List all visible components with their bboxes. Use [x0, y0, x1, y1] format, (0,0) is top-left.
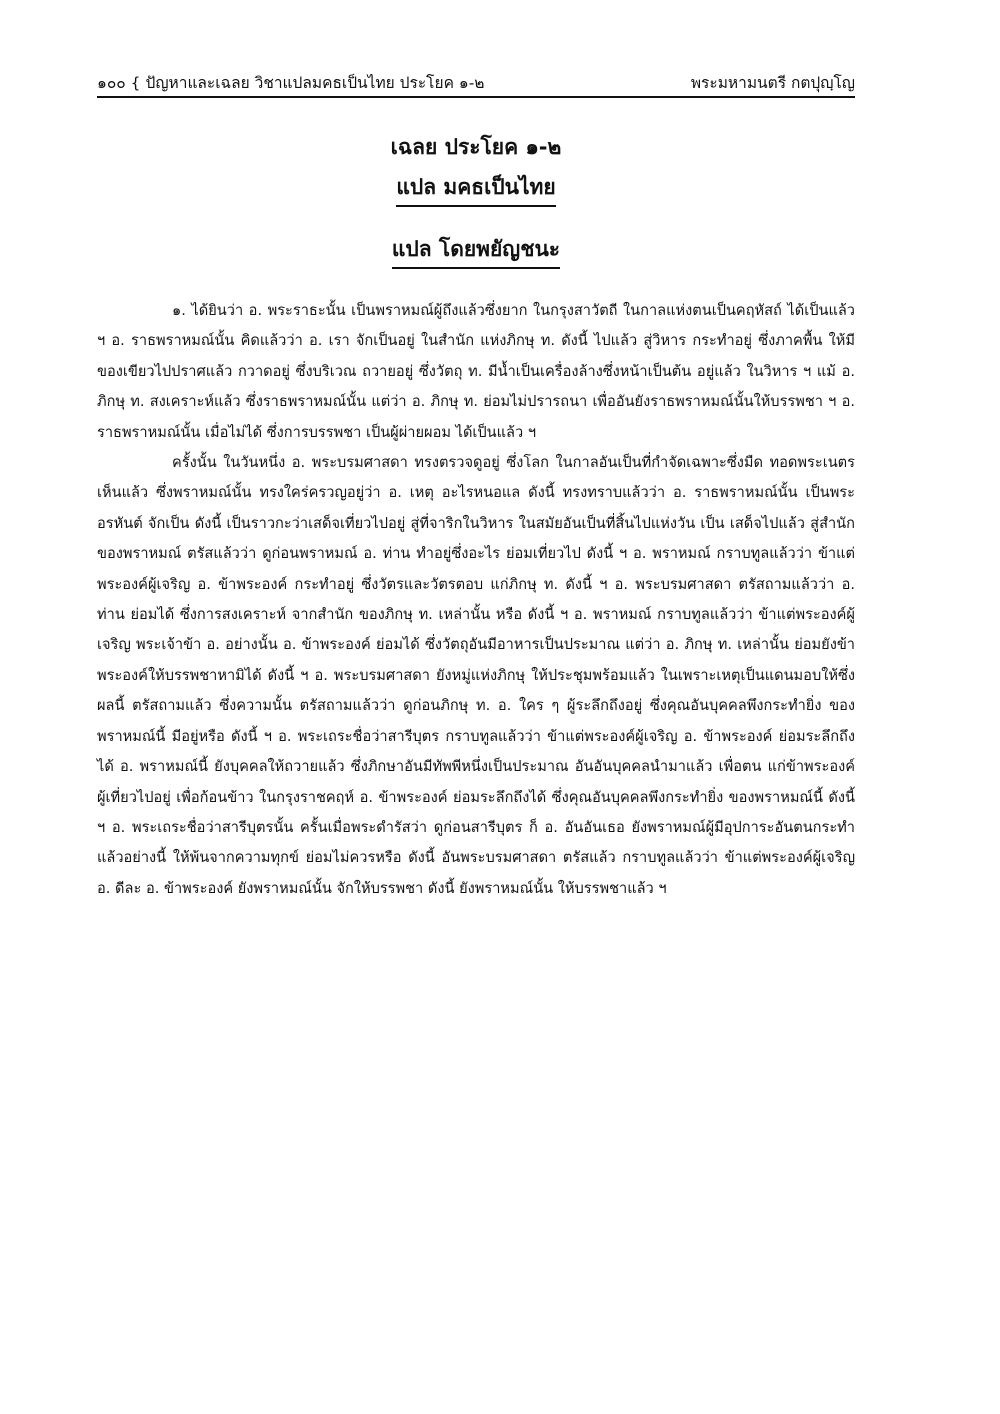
running-header [97, 66, 855, 98]
subject-heading [97, 172, 855, 207]
paragraph-1: ๑. ได้ยินว่า อ. พระราธะนั้น เป็นพราหมณ์ผู้ถึงแล้วซึ่งยาก ในกรุงสาวัตถี ในกาลแห่งตนเป็นคฤหัสถ์ ได้เป็นแล้ว ฯ อ. ราธพราหมณ์นั้น คิดแล้วว่า อ. เรา จักเป็นอยู่ ในสำนัก แห่งภิกษุ ท. ดังนี้ ไปแล้ว สู่วิหาร กระทำอยู่ ซึ่งภาคพื้น ให้มีของเขียวไปปราศแล้ว กวาดอยู่ ซึ่งบริเวณ ถวายอยู่ ซึ่งวัตถุ ท. มีน้ำเป็นเครื่องล้างซึ่งหน้าเป็นต้น อยู่แล้ว ในวิหาร ฯ แม้ อ. ภิกษุ ท. สงเคราะห์แล้ว ซึ่งราธพราหมณ์นั้น แต่ว่า อ. ภิกษุ ท. ย่อมไม่ปรารถนา เพื่ออันยังราธพราหมณ์นั้นให้บรรพชา ฯ อ. ราธพราหมณ์นั้น เมื่อไม่ได้ ซึ่งการบรรพชา เป็นผู้ผ่ายผอม ได้เป็นแล้ว ฯ [97, 302, 855, 441]
header-author: พระมหามนตรี กตปุญฺโญ [690, 74, 855, 92]
body-text [97, 296, 855, 904]
header-page-title: ๑๐๐ { ปัญหาและเฉลย วิชาแปลมคธเป็นไทย ประโยค ๑-๒ [97, 74, 485, 92]
paragraph-2: ครั้งนั้น ในวันหนึ่ง อ. พระบรมศาสดา ทรงตรวจดูอยู่ ซึ่งโลก ในกาลอันเป็นที่กำจัดเฉพาะซึ่งมืด ทอดพระเนตรเห็นแล้ว ซึ่งพราหมณ์นั้น ทรงใคร่ครวญอยู่ว่า อ. เหตุ อะไรหนอแล ดังนี้ ทรงทราบแล้วว่า อ. ราธพราหมณ์นั้น เป็นพระอรหันต์ จักเป็น ดังนี้ เป็นราวกะว่าเสด็จเที่ยวไปอยู่ สู่ที่จาริกในวิหาร ในสมัยอันเป็นที่สิ้นไปแห่งวัน เป็น เสด็จไปแล้ว สู่สำนัก ของพราหมณ์ ตรัสแล้วว่า ดูก่อนพราหมณ์ อ. ท่าน ทำอยู่ซึ่งอะไร ย่อมเที่ยวไป ดังนี้ ฯ อ. พราหมณ์ กราบทูลแล้วว่า ข้าแต่พระองค์ผู้เจริญ อ. ข้าพระองค์ กระทำอยู่ ซึ่งวัตรและวัตรตอบ แก่ภิกษุ ท. ดังนี้ ฯ อ. พระบรมศาสดา ตรัสถามแล้วว่า อ. ท่าน ย่อมได้ ซึ่งการสงเคราะห์ จากสำนัก ของภิกษุ ท. เหล่านั้น หรือ ดังนี้ ฯ อ. พราหมณ์ กราบทูลแล้วว่า ข้าแต่พระองค์ผู้เจริญ พระเจ้าข้า อ. อย่างนั้น อ. ข้าพระองค์ ย่อมได้ ซึ่งวัตถุอันมีอาหารเป็นประมาณ แต่ว่า อ. ภิกษุ ท. เหล่านั้น ย่อมยังข้าพระองค์ให้บรรพชาหามิได้ ดังนี้ ฯ อ. พระบรมศาสดา ยังหมู่แห่งภิกษุ ให้ประชุมพร้อมแล้ว ในเพราะเหตุเป็นแดนมอบให้ซึ่งผลนี้ ตรัสถามแล้ว ซึ่งความนั้น ตรัสถามแล้วว่า ดูก่อนภิกษุ ท. อ. ใคร ๆ ผู้ระลึกถึงอยู่ ซึ่งคุณอันบุคคลพึงกระทำยิ่ง ของพราหมณ์นี้ มีอยู่หรือ ดังนี้ ฯ อ. พระเถระชื่อว่าสารีบุตร กราบทูลแล้วว่า ข้าแต่พระองค์ผู้เจริญ อ. ข้าพระองค์ ย่อมระลึกถึงได้ อ. พราหมณ์นี้ ยังบุคคลให้ถวายแล้ว ซึ่งภิกษาอันมีทัพพีหนึ่งเป็นประมาณ อันอันบุคคลนำมาแล้ว เพื่อตน แก่ข้าพระองค์ ผู้เที่ยวไปอยู่ เพื่อก้อนข้าว ในกรุงราชคฤห์ อ. ข้าพระองค์ ย่อมระลึกถึงได้ ซึ่งคุณอันบุคคลพึงกระทำยิ่ง ของพราหมณ์นี้ ดังนี้ ฯ อ. พระเถระชื่อว่าสารีบุตรนั้น ครั้นเมื่อพระดำรัสว่า ดูก่อนสารีบุตร ก็ อ. อันอันเธอ ยังพราหมณ์ผู้มีอุปการะอันตนกระทำแล้วอย่างนี้ ให้พ้นจากความทุกข์ ย่อมไม่ควรหรือ ดังนี้ อันพระบรมศาสดา ตรัสแล้ว กราบทูลแล้วว่า ข้าแต่พระองค์ผู้เจริญ อ. ดีละ อ. ข้าพระองค์ ยังพราหมณ์นั้น จักให้บรรพชา ดังนี้ ยังพราหมณ์นั้น ให้บรรพชาแล้ว ฯ [97, 454, 855, 897]
answer-heading-text: เฉลย ประโยค ๑-๒ [390, 135, 562, 159]
answer-heading [97, 132, 855, 162]
translation-method-heading-text: แปล โดยพยัญชนะ [392, 234, 560, 269]
translation-method-heading [97, 234, 855, 269]
subject-heading-text: แปล มคธเป็นไทย [396, 172, 555, 207]
